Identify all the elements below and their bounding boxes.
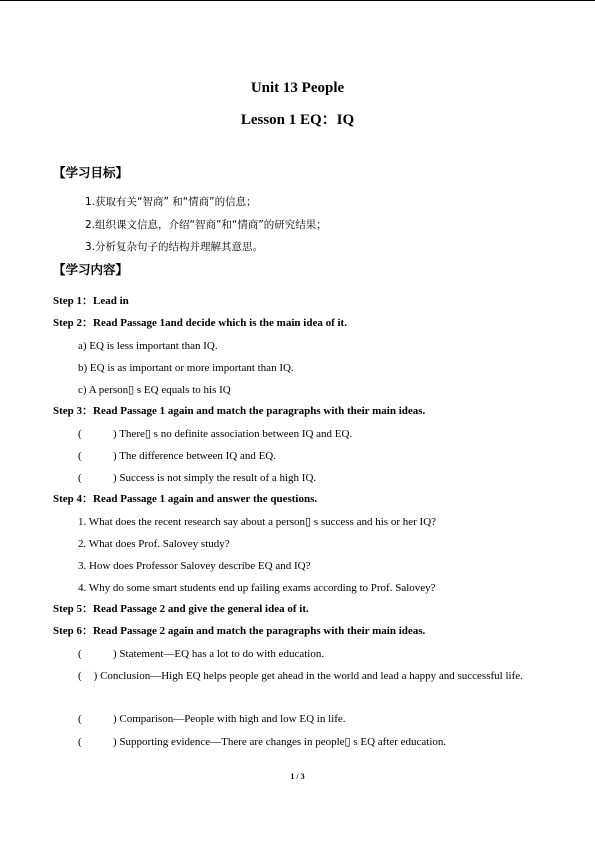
top-rule bbox=[0, 0, 595, 1]
answer-paren: ( bbox=[78, 648, 82, 660]
page-number: 1 / 3 bbox=[290, 772, 305, 781]
step6-heading: Step 6：Read Passage 2 again and match the paragraphs with their main ideas. bbox=[53, 625, 426, 637]
step3-match-row bbox=[78, 471, 317, 485]
match-text: ) The difference between IQ and EQ. bbox=[113, 450, 276, 462]
answer-paren: ( bbox=[78, 450, 82, 462]
answer-paren: ( bbox=[78, 713, 82, 725]
step5-heading: Step 5：Read Passage 2 and give the general idea of it. bbox=[53, 603, 309, 615]
answer-paren: ( bbox=[78, 428, 82, 440]
goal-item: 2.组织课文信息，介绍“智商”和“情商”的研究结果； bbox=[85, 219, 327, 231]
step6-match-row bbox=[78, 712, 346, 726]
goals-heading: 【学习目标】 bbox=[53, 165, 129, 180]
unit-title: Unit 13 People bbox=[250, 80, 345, 96]
step6-match-row bbox=[53, 665, 542, 687]
step4-heading: Step 4：Read Passage 1 again and answer the questions. bbox=[53, 493, 318, 505]
step6-match-row bbox=[78, 647, 325, 661]
step4-question: 3. How does Professor Salovey describe EQ and IQ? bbox=[78, 560, 311, 572]
step4-question: 2. What does Prof. Salovey study? bbox=[78, 538, 230, 550]
step1-heading: Step 1：Lead in bbox=[53, 295, 129, 307]
step2-option: c) A person▯ s EQ equals to his IQ bbox=[78, 384, 231, 396]
match-text: ) There▯ s no definite association between IQ and EQ. bbox=[113, 428, 353, 440]
match-text: ) Comparison—People with high and low EQ in life. bbox=[113, 713, 346, 725]
goal-item: 3.分析复杂句子的结构并理解其意思。 bbox=[85, 241, 264, 253]
match-text: ) Supporting evidence—There are changes in people▯ s EQ after education. bbox=[113, 736, 447, 748]
content-heading: 【学习内容】 bbox=[53, 262, 129, 277]
step3-match-row bbox=[78, 427, 353, 441]
match-text: ) Success is not simply the result of a high IQ. bbox=[113, 472, 317, 484]
step4-question: 4. Why do some smart students end up failing exams according to Prof. Salovey? bbox=[78, 582, 436, 594]
step2-option: b) EQ is as important or more important than IQ. bbox=[78, 362, 294, 374]
goal-item: 1.获取有关“智商” 和“情商”的信息； bbox=[85, 196, 257, 208]
answer-paren: ( bbox=[78, 670, 82, 682]
step3-heading: Step 3：Read Passage 1 again and match the paragraphs with their main ideas. bbox=[53, 405, 426, 417]
answer-paren: ( bbox=[78, 472, 82, 484]
step2-option: a) EQ is less important than IQ. bbox=[78, 340, 218, 352]
step4-question: 1. What does the recent research say about a person▯ s success and his or her IQ? bbox=[78, 516, 437, 528]
step3-match-row bbox=[78, 449, 276, 463]
step2-heading: Step 2：Read Passage 1and decide which is the main idea of it. bbox=[53, 317, 347, 329]
lesson-title: Lesson 1 EQ：IQ bbox=[240, 112, 355, 128]
step6-match-row bbox=[78, 735, 447, 749]
answer-paren: ( bbox=[78, 736, 82, 748]
match-text: ) Conclusion—High EQ helps people get ahead in the world and lead a happy and successful life. bbox=[93, 670, 523, 682]
match-text: ) Statement—EQ has a lot to do with education. bbox=[113, 648, 325, 660]
